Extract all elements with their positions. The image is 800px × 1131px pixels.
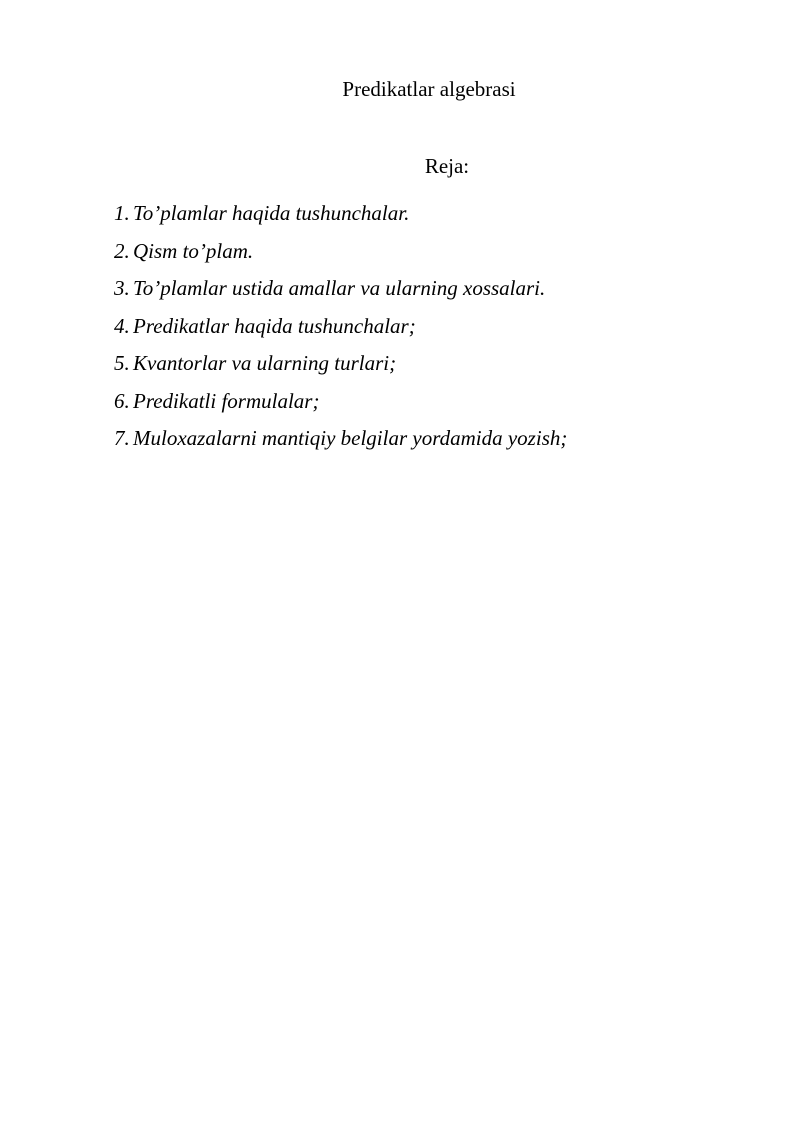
plan-item xyxy=(114,200,567,238)
plan-item-text: Qism to’plam. xyxy=(133,238,254,263)
plan-item-number: 4. xyxy=(114,313,130,338)
plan-heading: Reja: xyxy=(424,154,470,178)
plan-item-number: 3. xyxy=(114,276,130,300)
plan-item-text: Predikatli formulalar; xyxy=(133,388,320,413)
plan-item-number: 1. xyxy=(114,201,130,225)
plan-item-text: Muloxazalarni mantiqiy belgilar yordamida yozish; xyxy=(133,426,568,450)
plan-item-text: To’plamlar haqida tushunchalar. xyxy=(133,201,410,225)
plan-item xyxy=(114,238,567,276)
plan-item-number: 5. xyxy=(114,351,130,375)
plan-item-number: 2. xyxy=(114,238,130,263)
plan-item-text: Kvantorlar va ularning turlari; xyxy=(133,351,397,375)
plan-list xyxy=(114,200,567,463)
document-title: Predikatlar algebrasi xyxy=(342,77,516,101)
plan-item-text: Predikatlar haqida tushunchalar; xyxy=(133,313,416,338)
plan-item xyxy=(114,350,567,388)
plan-item xyxy=(114,275,567,313)
plan-item xyxy=(114,425,567,463)
plan-item xyxy=(114,388,567,426)
plan-item-text: To’plamlar ustida amallar va ularning xossalari. xyxy=(133,276,546,300)
plan-item xyxy=(114,313,567,351)
plan-item-number: 6. xyxy=(114,388,130,413)
plan-item-number: 7. xyxy=(114,426,130,450)
